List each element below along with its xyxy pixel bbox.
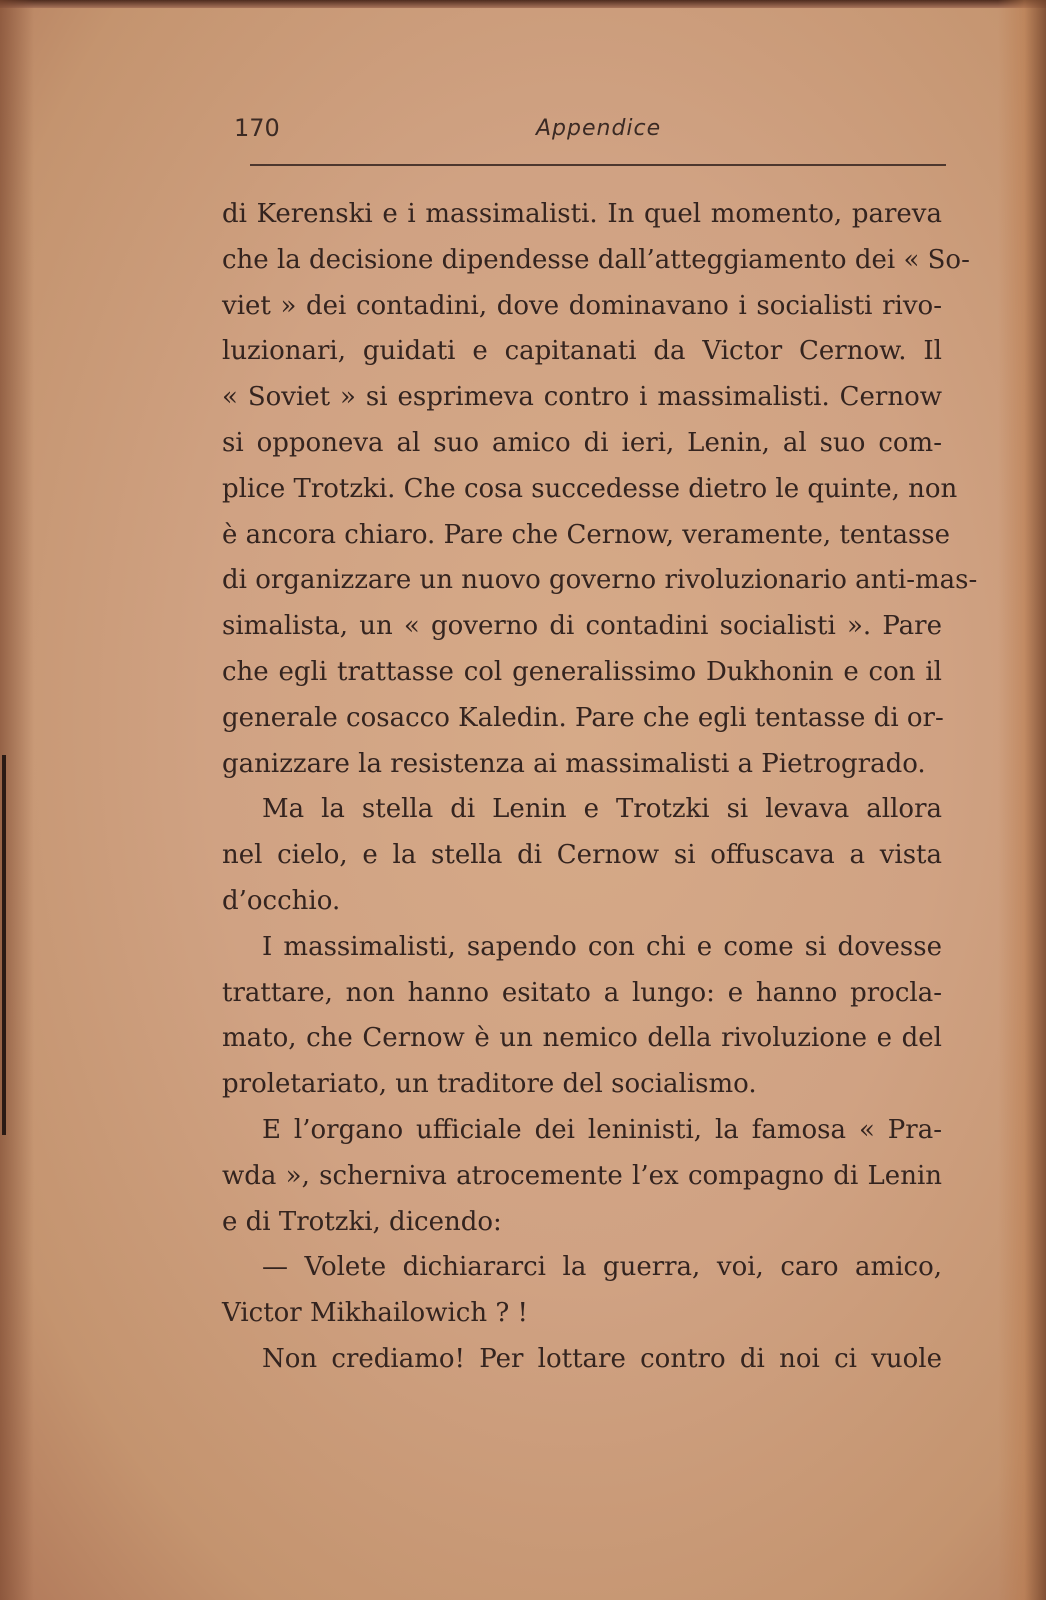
text-line: è ancora chiaro. Pare che Cernow, veramente, tentasse [222, 519, 951, 550]
text-line: « Soviet » si esprimeva contro i massimalisti. Cernow [222, 382, 942, 413]
text-line: viet » dei contadini, dove dominavano i socialisti rivo- [222, 290, 942, 321]
page-top-edge [0, 0, 1046, 8]
text-line: e di Trotzki, dicendo: [222, 1206, 502, 1237]
text-line: che la decisione dipendesse dall’atteggiamento dei « So- [222, 244, 970, 275]
text-line: nel cielo, e la stella di Cernow si offuscava a vista [222, 840, 942, 871]
text-line: proletariato, un traditore del socialismo. [222, 1069, 757, 1100]
paragraph [222, 1337, 942, 1383]
text-line: che egli trattasse col generalissimo Dukhonin e con il [222, 656, 942, 687]
paragraph [222, 192, 978, 787]
page-right-edge [998, 0, 1046, 1600]
text-line: mato, che Cernow è un nemico della rivoluzione e del [222, 1023, 942, 1054]
paragraph [222, 1108, 942, 1245]
page-header [226, 110, 946, 158]
text-line: E l’organo ufficiale dei leninisti, la famosa « Pra- [262, 1114, 942, 1145]
text-line: wda », scherniva atrocemente l’ex compagno di Lenin [222, 1160, 942, 1191]
text-line: I massimalisti, sapendo con chi e come si dovesse [262, 931, 942, 962]
body-text [222, 192, 978, 1383]
text-line: ganizzare la resistenza ai massimalisti a Pietrogrado. [222, 748, 926, 779]
text-line: Non crediamo! Per lottare contro di noi ci vuole [262, 1343, 942, 1374]
binding-mark [2, 755, 6, 1135]
text-line: di Kerenski e i massimalisti. In quel momento, pareva [222, 199, 942, 229]
text-line: — Volete dichiararci la guerra, voi, caro amico, [262, 1252, 942, 1283]
paragraph [222, 925, 942, 1108]
text-line: Ma la stella di Lenin e Trotzki si levava allora [262, 794, 942, 825]
paragraph [222, 787, 942, 924]
text-line: plice Trotzki. Che cosa succedesse dietro le quinte, non [222, 473, 958, 504]
text-line: simalista, un « governo di contadini socialisti ». Pare [222, 611, 942, 642]
text-line: generale cosacco Kaledin. Pare che egli tentasse di or- [222, 702, 944, 733]
paragraph [222, 1245, 942, 1337]
header-rule [250, 164, 946, 166]
text-line: si opponeva al suo amico di ieri, Lenin, al suo com- [222, 427, 942, 458]
text-line: di organizzare un nuovo governo rivoluzionario anti-mas- [222, 565, 978, 596]
text-line: luzionari, guidati e capitanati da Victor Cernow. Il [222, 336, 942, 367]
text-line: d’occhio. [222, 885, 341, 916]
running-title: Appendice [536, 116, 662, 141]
page-number: 170 [234, 114, 280, 142]
text-line: Victor Mikhailowich ? ! [222, 1298, 529, 1329]
text-line: trattare, non hanno esitato a lungo: e hanno procla- [222, 977, 942, 1008]
